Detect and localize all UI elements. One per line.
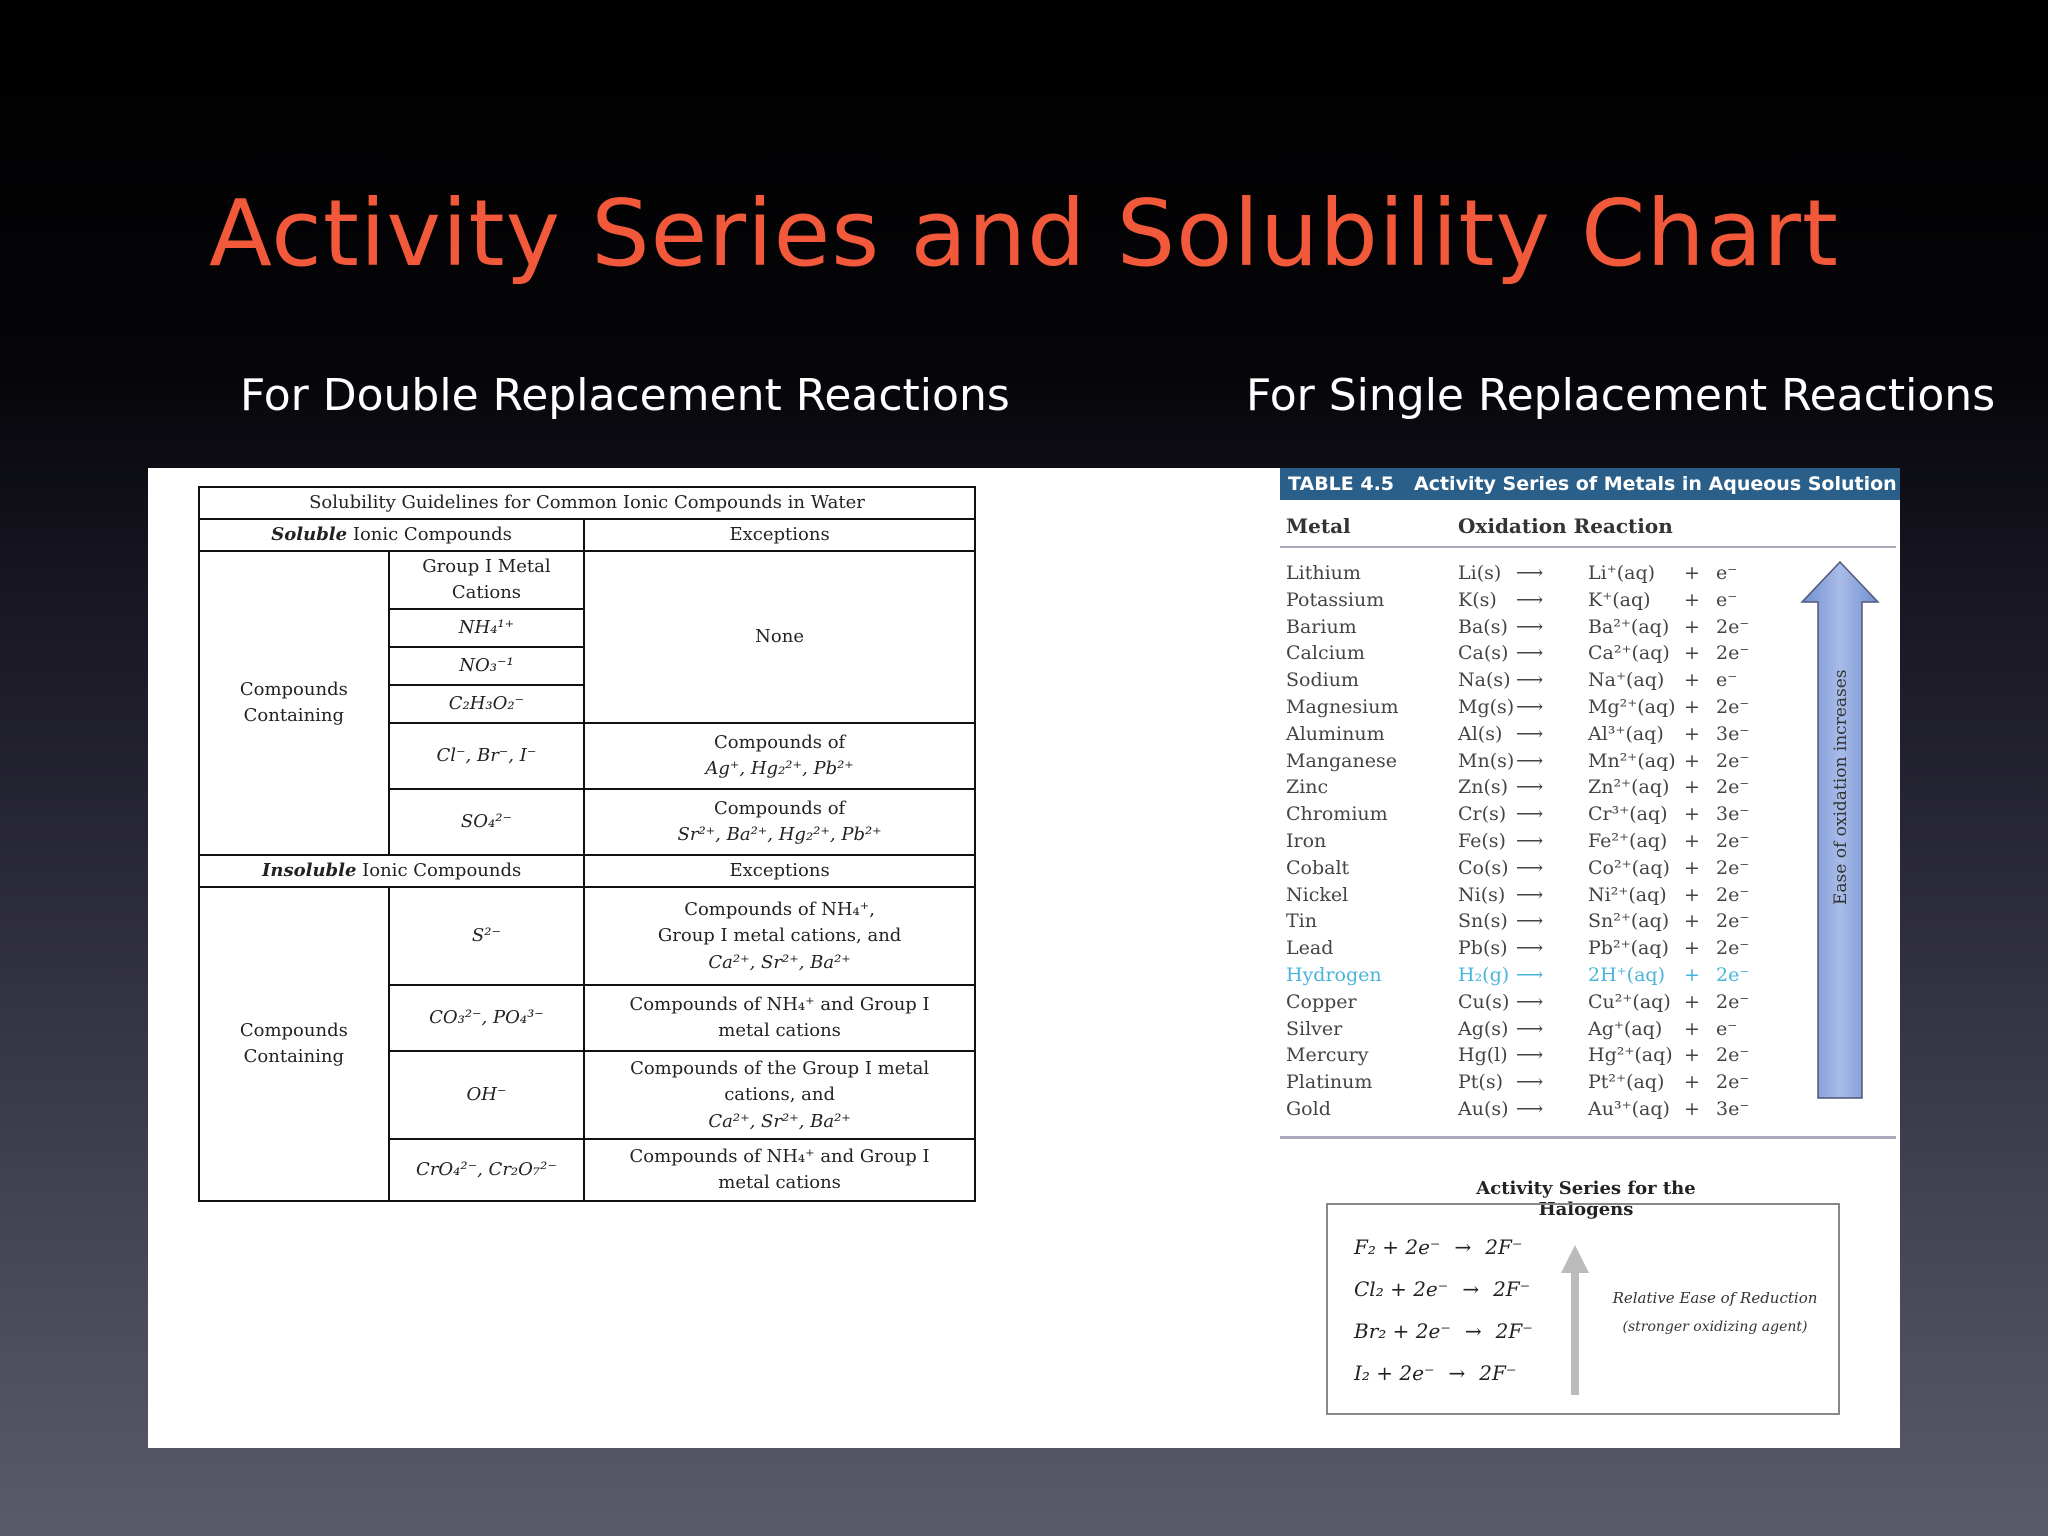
row-product: Co²⁺(aq)	[1588, 856, 1670, 879]
row-electrons: e⁻	[1716, 562, 1738, 584]
row-reactant: Co(s)	[1458, 856, 1509, 879]
reaction-arrow: ⟶	[1516, 1044, 1544, 1067]
activity-table-header	[1280, 468, 1900, 500]
row-electrons: 2e⁻	[1716, 1071, 1750, 1094]
activity-row	[1276, 587, 1876, 613]
row-product: Ni²⁺(aq)	[1588, 883, 1667, 906]
row-electrons: e⁻	[1716, 1017, 1738, 1040]
reaction-arrow: →	[1448, 1361, 1466, 1385]
reaction-arrow: →	[1464, 1319, 1482, 1343]
row-plus: +	[1684, 937, 1700, 960]
halogen-row	[1354, 1319, 1533, 1343]
activity-row	[1276, 1042, 1876, 1068]
row-electrons: 2e⁻	[1716, 776, 1750, 799]
row-electrons: 2e⁻	[1716, 615, 1750, 638]
row-plus: +	[1684, 990, 1700, 1013]
activity-row	[1276, 1096, 1876, 1122]
row-electrons: 2e⁻	[1716, 749, 1750, 772]
carbonate-phosphate-cell: CO₃²⁻, PO₄³⁻	[389, 985, 585, 1051]
up-arrow-icon	[1560, 1245, 1590, 1395]
content-image	[148, 468, 1900, 1448]
row-metal: Hydrogen	[1286, 964, 1382, 986]
table-number: TABLE 4.5	[1288, 473, 1395, 495]
row-reactant: Ba(s)	[1458, 615, 1508, 638]
row-metal: Cobalt	[1286, 856, 1350, 879]
halogen-products: 2F⁻	[1495, 1319, 1533, 1343]
row-metal: Gold	[1286, 1098, 1331, 1120]
reaction-arrow: ⟶	[1516, 830, 1544, 852]
row-reactant: Cr(s)	[1458, 803, 1507, 826]
reaction-arrow: ⟶	[1516, 696, 1544, 718]
soluble-header: Soluble Ionic Compounds	[199, 519, 584, 551]
compounds-containing-label-2: Compounds Containing	[199, 887, 389, 1201]
row-product: Pb²⁺(aq)	[1588, 937, 1669, 960]
compounds-containing-label: Compounds Containing	[199, 551, 389, 855]
row-plus: +	[1684, 910, 1700, 933]
row-plus: +	[1684, 696, 1700, 718]
activity-row	[1276, 1069, 1876, 1095]
activity-row	[1276, 935, 1876, 961]
row-plus: +	[1684, 562, 1700, 584]
row-plus: +	[1684, 964, 1700, 986]
row-product: Pt²⁺(aq)	[1588, 1071, 1665, 1094]
row-electrons: 3e⁻	[1716, 1098, 1750, 1120]
row-plus: +	[1684, 883, 1700, 906]
activity-series	[1276, 468, 1900, 1448]
hydroxide-cell: OH⁻	[389, 1051, 585, 1139]
chromate-exceptions: Compounds of NH₄⁺ and Group I metal cations	[584, 1139, 975, 1201]
row-metal: Zinc	[1286, 776, 1329, 799]
row-metal: Barium	[1286, 615, 1357, 638]
row-reactant: Al(s)	[1458, 722, 1503, 745]
row-plus: +	[1684, 856, 1700, 879]
row-reactant: Pt(s)	[1458, 1071, 1503, 1094]
halogens-note-2: (stronger oxidizing agent)	[1622, 1319, 1808, 1335]
activity-row	[1276, 801, 1876, 827]
row-metal: Manganese	[1286, 749, 1397, 772]
row-electrons: 2e⁻	[1716, 910, 1750, 933]
row-metal: Calcium	[1286, 642, 1365, 665]
activity-row	[1276, 560, 1876, 586]
activity-row	[1276, 908, 1876, 934]
reaction-arrow: ⟶	[1516, 883, 1544, 906]
row-metal: Aluminum	[1286, 722, 1385, 745]
row-metal: Platinum	[1286, 1071, 1373, 1094]
row-reactant: Li(s)	[1458, 562, 1502, 584]
sulfide-cell: S²⁻	[389, 887, 585, 985]
row-reactant: Na(s)	[1458, 669, 1511, 692]
row-reactant: Mn(s)	[1458, 749, 1515, 772]
row-product: Cr³⁺(aq)	[1588, 803, 1668, 826]
reaction-arrow: ⟶	[1516, 562, 1544, 584]
row-product: Cu²⁺(aq)	[1588, 990, 1671, 1013]
reaction-arrow: ⟶	[1516, 964, 1544, 986]
halogen-row	[1354, 1277, 1530, 1301]
row-reactant: Fe(s)	[1458, 830, 1506, 852]
sulfate-exceptions: Compounds of Sr²⁺, Ba²⁺, Hg₂²⁺, Pb²⁺	[584, 789, 975, 855]
row-plus: +	[1684, 1044, 1700, 1067]
row-product: Hg²⁺(aq)	[1588, 1044, 1673, 1067]
row-reactant: K(s)	[1458, 588, 1497, 611]
row-metal: Potassium	[1286, 588, 1385, 611]
row-electrons: 2e⁻	[1716, 1044, 1750, 1067]
row-electrons: 2e⁻	[1716, 830, 1750, 852]
halogens-title: Activity Series for the Halogens	[1476, 1178, 1696, 1220]
col-metal: Metal	[1286, 514, 1351, 538]
activity-row	[1276, 694, 1876, 720]
ease-of-oxidation-label: Ease of oxidation increases	[1831, 669, 1851, 905]
row-metal: Magnesium	[1286, 696, 1399, 718]
reaction-arrow: →	[1462, 1277, 1480, 1301]
row-electrons: e⁻	[1716, 669, 1738, 692]
halogen-row	[1354, 1235, 1522, 1259]
activity-row	[1276, 989, 1876, 1015]
solubility-title: Solubility Guidelines for Common Ionic Compounds in Water	[199, 487, 975, 519]
halogens-box	[1326, 1203, 1840, 1415]
activity-row	[1276, 855, 1876, 881]
row-product: Al³⁺(aq)	[1588, 722, 1664, 745]
reaction-arrow: ⟶	[1516, 990, 1544, 1013]
row-product: K⁺(aq)	[1588, 588, 1651, 611]
exceptions-header-2: Exceptions	[584, 855, 975, 887]
bottom-rule	[1280, 1136, 1896, 1139]
row-metal: Tin	[1286, 910, 1317, 933]
row-product: Ag⁺(aq)	[1588, 1017, 1663, 1040]
row-reactant: Ca(s)	[1458, 642, 1509, 665]
reaction-arrow: ⟶	[1516, 669, 1544, 692]
halogen-products: 2F⁻	[1485, 1235, 1523, 1259]
row-plus: +	[1684, 722, 1700, 745]
halides-exceptions: Compounds of Ag⁺, Hg₂²⁺, Pb²⁺	[584, 723, 975, 789]
row-reactant: Ni(s)	[1458, 883, 1506, 906]
row-product: 2H⁺(aq)	[1588, 964, 1666, 986]
solubility-table	[198, 486, 976, 1202]
row-electrons: 2e⁻	[1716, 990, 1750, 1013]
reaction-arrow: ⟶	[1516, 588, 1544, 611]
hydroxide-exceptions: Compounds of the Group I metal cations, and Ca²⁺, Sr²⁺, Ba²⁺	[584, 1051, 975, 1139]
row-electrons: e⁻	[1716, 588, 1738, 611]
table-title: Activity Series of Metals in Aqueous Solution	[1414, 473, 1897, 495]
row-electrons: 3e⁻	[1716, 803, 1750, 826]
row-product: Ba²⁺(aq)	[1588, 615, 1670, 638]
activity-row	[1276, 721, 1876, 747]
right-subtitle: For Single Replacement Reactions	[1246, 370, 1996, 421]
row-electrons: 2e⁻	[1716, 964, 1750, 986]
sulfide-exceptions: Compounds of NH₄⁺, Group I metal cations, and Ca²⁺, Sr²⁺, Ba²⁺	[584, 887, 975, 985]
row-electrons: 2e⁻	[1716, 642, 1750, 665]
none-cell: None	[584, 551, 975, 723]
col-reaction: Oxidation Reaction	[1458, 514, 1673, 538]
row-reactant: Zn(s)	[1458, 776, 1509, 799]
row-reactant: Pb(s)	[1458, 937, 1508, 960]
halogen-products: 2F⁻	[1493, 1277, 1531, 1301]
row-metal: Nickel	[1286, 883, 1349, 906]
row-metal: Sodium	[1286, 669, 1359, 692]
activity-row	[1276, 1016, 1876, 1042]
group1-cell: Group I Metal Cations	[389, 551, 585, 609]
row-plus: +	[1684, 669, 1700, 692]
row-plus: +	[1684, 776, 1700, 799]
chromate-cell: CrO₄²⁻, Cr₂O₇²⁻	[389, 1139, 585, 1201]
reaction-arrow: ⟶	[1516, 776, 1544, 799]
activity-row	[1276, 828, 1876, 854]
row-metal: Lithium	[1286, 562, 1361, 584]
row-product: Fe²⁺(aq)	[1588, 830, 1668, 852]
activity-row	[1276, 774, 1876, 800]
left-subtitle: For Double Replacement Reactions	[240, 370, 1010, 421]
row-reactant: Mg(s)	[1458, 696, 1515, 718]
halogen-reactants: I₂ + 2e⁻	[1354, 1361, 1435, 1385]
halogens-note: Relative Ease of Reduction	[1612, 1289, 1818, 1307]
reaction-arrow: →	[1454, 1235, 1472, 1259]
reaction-arrow: ⟶	[1516, 642, 1544, 665]
activity-row	[1276, 882, 1876, 908]
row-plus: +	[1684, 588, 1700, 611]
row-metal: Silver	[1286, 1017, 1343, 1040]
row-reactant: Ag(s)	[1458, 1017, 1509, 1040]
row-plus: +	[1684, 1098, 1700, 1120]
halogen-reactants: F₂ + 2e⁻	[1354, 1235, 1441, 1259]
activity-row	[1276, 962, 1876, 988]
reaction-arrow: ⟶	[1516, 937, 1544, 960]
no3-cell: NO₃⁻¹	[389, 647, 585, 685]
activity-row	[1276, 667, 1876, 693]
row-plus: +	[1684, 830, 1700, 852]
row-electrons: 2e⁻	[1716, 883, 1750, 906]
row-reactant: H₂(g)	[1458, 964, 1510, 986]
row-product: Au³⁺(aq)	[1588, 1098, 1670, 1120]
row-product: Ca²⁺(aq)	[1588, 642, 1670, 665]
row-metal: Mercury	[1286, 1044, 1369, 1067]
insoluble-header: Insoluble Ionic Compounds	[199, 855, 584, 887]
slide-title: Activity Series and Solubility Chart	[208, 180, 1839, 287]
row-electrons: 2e⁻	[1716, 696, 1750, 718]
row-product: Na⁺(aq)	[1588, 669, 1665, 692]
halogen-products: 2F⁻	[1479, 1361, 1517, 1385]
reaction-arrow: ⟶	[1516, 1071, 1544, 1094]
exceptions-header: Exceptions	[584, 519, 975, 551]
row-plus: +	[1684, 1071, 1700, 1094]
reaction-arrow: ⟶	[1516, 910, 1544, 933]
halogen-row	[1354, 1361, 1516, 1385]
row-metal: Iron	[1286, 830, 1327, 852]
row-electrons: 2e⁻	[1716, 856, 1750, 879]
row-plus: +	[1684, 615, 1700, 638]
row-product: Mg²⁺(aq)	[1588, 696, 1676, 718]
reaction-arrow: ⟶	[1516, 1017, 1544, 1040]
sulfate-cell: SO₄²⁻	[389, 789, 585, 855]
row-reactant: Hg(l)	[1458, 1044, 1508, 1067]
reaction-arrow: ⟶	[1516, 1098, 1544, 1120]
row-electrons: 3e⁻	[1716, 722, 1750, 745]
carbonate-exceptions: Compounds of NH₄⁺ and Group I metal cations	[584, 985, 975, 1051]
row-reactant: Sn(s)	[1458, 910, 1508, 933]
row-plus: +	[1684, 803, 1700, 826]
halogen-reactants: Cl₂ + 2e⁻	[1354, 1277, 1449, 1301]
activity-row	[1276, 614, 1876, 640]
row-electrons: 2e⁻	[1716, 937, 1750, 960]
row-product: Sn²⁺(aq)	[1588, 910, 1670, 933]
reaction-arrow: ⟶	[1516, 803, 1544, 826]
reaction-arrow: ⟶	[1516, 749, 1544, 772]
row-reactant: Cu(s)	[1458, 990, 1510, 1013]
row-product: Zn²⁺(aq)	[1588, 776, 1670, 799]
row-metal: Chromium	[1286, 803, 1388, 826]
nh4-cell: NH₄¹⁺	[389, 609, 585, 647]
reaction-arrow: ⟶	[1516, 615, 1544, 638]
row-product: Mn²⁺(aq)	[1588, 749, 1676, 772]
halogen-reactants: Br₂ + 2e⁻	[1354, 1319, 1451, 1343]
halides-cell: Cl⁻, Br⁻, I⁻	[389, 723, 585, 789]
row-plus: +	[1684, 749, 1700, 772]
reaction-arrow: ⟶	[1516, 856, 1544, 879]
header-rule	[1280, 546, 1896, 548]
row-product: Li⁺(aq)	[1588, 562, 1656, 584]
activity-row	[1276, 640, 1876, 666]
row-reactant: Au(s)	[1458, 1098, 1509, 1120]
row-plus: +	[1684, 642, 1700, 665]
row-plus: +	[1684, 1017, 1700, 1040]
activity-row	[1276, 748, 1876, 774]
reaction-arrow: ⟶	[1516, 722, 1544, 745]
acetate-cell: C₂H₃O₂⁻	[389, 685, 585, 723]
row-metal: Copper	[1286, 990, 1357, 1013]
row-metal: Lead	[1286, 937, 1334, 960]
